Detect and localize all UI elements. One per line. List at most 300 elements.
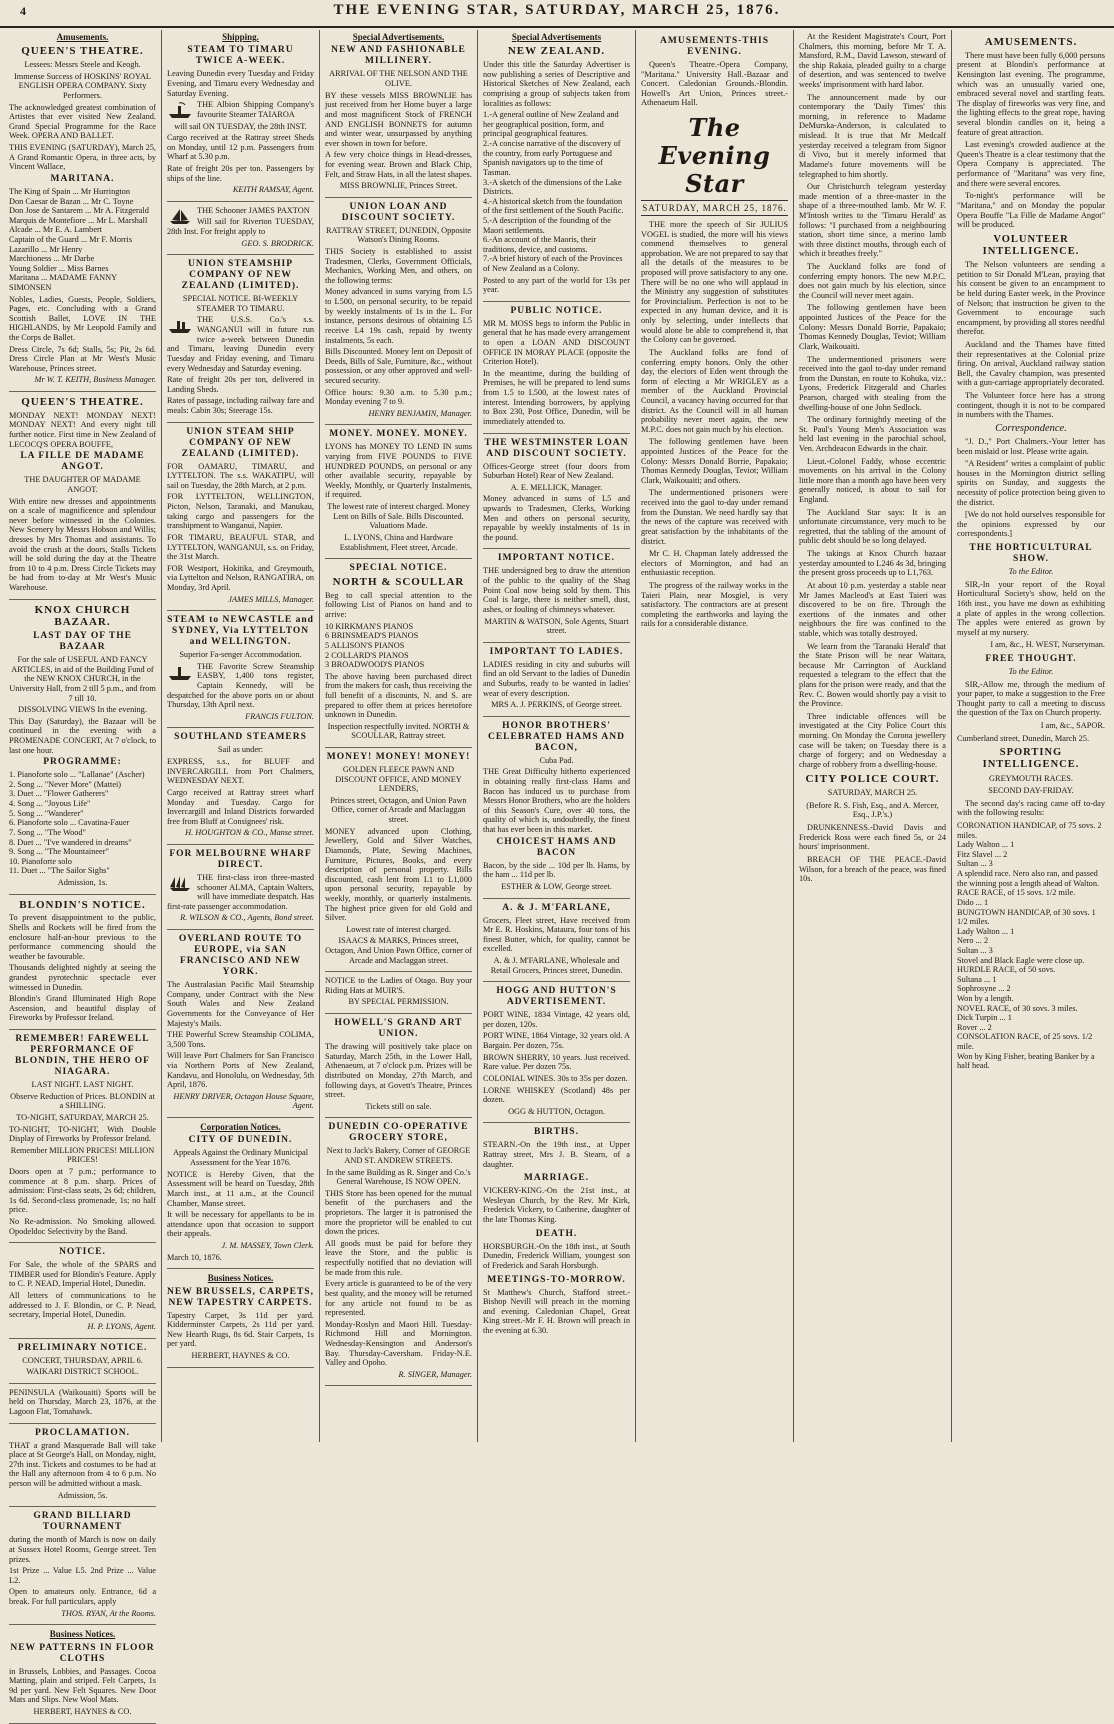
ad-title: UNION STEAM SHIP COMPANY OF NEW ZEALAND (LIMITED). — [181, 426, 300, 459]
ad-subtitle: GOLDEN FLEECE PAWN AND DISCOUNT OFFICE, AND MONEY LENDERS, — [335, 765, 462, 794]
peninsula-sports — [9, 1388, 156, 1424]
ad-title: REMEMBER! FAREWELL PERFORMANCE OF BLONDIN, THE HERO OF NIAGARA. — [15, 1034, 150, 1078]
hams-bacon-ad — [483, 721, 630, 899]
carpets-ad — [167, 1287, 314, 1368]
ad-text: RATTRAY STREET, DUNEDIN, Opposite Watson's Dining Rooms. — [325, 225, 472, 245]
ad-text: Monday-Roslyn and Maori Hill. Tuesday-Richmond Hill and Mornington. Wednesday-Kensington and Anderson's Bay. Thursday-Caversham. Friday-N.E. Valley and Opoho. — [325, 1319, 472, 1368]
ad-signature: A. E. MELLICK, Manager. — [510, 482, 603, 492]
ad-text: Bills Discounted. Money lent on Deposit of Deeds, Bills of Sale, Furniture, &c., without possession, or any other approved and well-secured security. — [325, 347, 472, 385]
ad-title: STEAM to NEWCASTLE and SYDNEY, Via LYTTELTON and WELLINGTON. — [167, 615, 314, 648]
police-court-heading: CITY POLICE COURT. — [805, 773, 940, 786]
preliminary-notice — [9, 1343, 156, 1384]
ad-title: QUEEN'S THEATRE. — [21, 396, 144, 409]
ad-title: MONEY. MONEY. MONEY. — [329, 429, 468, 440]
ad-signature: R. SINGER, Manager. — [398, 1369, 472, 1379]
ad-text: THE Favorite Screw Steamship EASBY, 1,400 tons register, Captain Kennedy, will be despatched for the above ports on or about Thursday, 13th April next. — [167, 661, 314, 710]
ad-title: KNOX CHURCH BAZAAR. — [34, 603, 131, 629]
ad-title: PUBLIC NOTICE. — [510, 305, 603, 316]
ad-text: Rates of passage, including railway fare and meals: Cabin 30s; Steerage 15s. — [167, 396, 314, 415]
editorial-paragraph: The progress of the railway works in the Taieri Plain, near Mosgiel, is very satisfactory. The contractors are at present completing the earthworks and laying the rails for a considerable distance. — [641, 580, 788, 629]
ad-text: Lowest rate of interest charged. — [346, 924, 451, 934]
ad-text: LORNE WHISKEY (Scotland) 48s per dozen. — [483, 1085, 630, 1105]
court-paragraph: BREACH OF THE PEACE.-David Wilson, for a breach of the peace, was fined 10s. — [799, 854, 946, 884]
ad-text: DISSOLVING VIEWS In the evening. — [18, 705, 147, 715]
ad-signature: HERBERT, HAYNES & CO. — [33, 1707, 132, 1717]
volunteer-paragraph: The Nelson volunteers are sending a petition to Sir Donald M'Lean, praying that his consent be given to an encampment to be held during Easter week, in the Province of Nelson; that instruction be given to the Government to encourage such encampment, by providing all stores needful therefor. — [957, 260, 1105, 337]
ad-text: Money advanced in sums varying from L5 to L500, on personal security, to be repaid by weekly instalments of 1s in the L. For instance, persons desirous of obtaining L5 receive L4 19s cash, repaid by twenty instalments, 5s each. — [325, 287, 472, 345]
ad-text: BROWN SHERRY, 10 years. Just received. Rare value. Per dozen 75s. — [483, 1052, 630, 1072]
cooperative-store-ad — [325, 1122, 472, 1386]
ad-text: BY SPECIAL PERMISSION. — [348, 997, 449, 1007]
race-result: Stovel and Black Eagle were close up. — [957, 955, 1085, 965]
ad-signature: Inspection respectfully invited. NORTH & SCOULLAR, Rattray street. — [327, 721, 470, 741]
ad-text: CONCERT, THURSDAY, APRIL 6. — [22, 1355, 143, 1365]
ad-title: FOR MELBOURNE WHARF DIRECT. — [169, 848, 312, 870]
piano-item: 2 COLLARD'S PIANOS — [325, 650, 409, 660]
letter-body: SIR,-Allow me, through the medium of your paper, to make a suggestion to the Free Thought party to call a meeting to discuss the question of the Tax on Church property. — [957, 679, 1105, 718]
ad-title: STEAM TO TIMARU TWICE A-WEEK. — [187, 45, 294, 67]
spars-notice — [9, 1247, 156, 1338]
ad-subtitle: Superior Fa-senger Accommodation. — [179, 650, 302, 660]
ad-signature: H. HOUGHTON & CO., Manse street. — [185, 828, 314, 838]
ad-text: Offices-George street (four doors from Suburban Hotel) Rear of New Zealand. — [483, 461, 630, 481]
steamship-icon — [167, 664, 193, 682]
ad-title: UNION LOAN AND DISCOUNT SOCIETY. — [341, 201, 456, 223]
ad-text: Rate of freight 20s per ton. Passengers by ships of the line. — [167, 163, 314, 183]
programme-item: 1. Pianoforte solo ... "Lallanae" (Ascher) — [9, 770, 145, 780]
race-result: NOVEL RACE, of 30 sovs. 3 miles. — [957, 1003, 1078, 1013]
birth-notice: STEARN.-On the 19th inst., at Upper Rattray street, Mrs J. B. Stearn, of a daughter. — [483, 1140, 630, 1169]
ad-text: Immense Success of HOSKINS' ROYAL ENGLISH OPERA COMPANY. Sixty Performers. — [14, 71, 151, 101]
editorial-paragraph: The following gentlemen have been appointed Justices of the Peace for the Colony: Messrs Donald Borrie, Papakaio; Thomas Kennedy Douglas, Teviot; William Clark, Waikouaiti; and others. — [641, 437, 788, 485]
ad-title: SOUTHLAND STEAMERS — [174, 732, 307, 743]
sketch-item: 3.-A sketch of the dimensions of the Lake Districts. — [483, 177, 622, 197]
ad-text: THE U.S.S. Co.'s s.s. WANGANUI will in future run twice a-week between Dunedin and Timaru, leaving Dunedin every Tuesday and Friday evening, and Timaru every Wednesday and Saturday evening. — [167, 315, 314, 373]
news-paragraph: Our Christchurch telegram yesterday made mention of a three-master in the shape of a three-mouthed lamb. Mr W. F. M'Intosh writes to the 'Timaru Herald' as follows: "I purchased from a neighbouring station, short time since, a merino lamb with three distinct mouths, through each of which it breathes freely." — [799, 182, 946, 259]
ad-text: Every article is guaranteed to be of the very best quality, and the money will be returned for any article not found to be as represented. — [325, 1279, 472, 1318]
section-business: Business Notices. — [207, 1273, 274, 1284]
masthead-title: THE EVENING STAR, SATURDAY, MARCH 25, 1876. — [333, 2, 781, 18]
race-result: Lady Walton ... 1 — [957, 840, 1015, 850]
timaru-steam-ad — [167, 45, 314, 201]
ad-text: THE undersigned beg to draw the attention of the public to the quality of the Shag Point Coal now being sold by them. This Coal is large, there is neither smell, dust, ashes, or fouling of chimneys whatever. — [483, 566, 630, 614]
ad-signature: JAMES MILLS, Manager. — [228, 594, 314, 604]
race-result: Won by King Fisher, beating Banker by a half head. — [957, 1051, 1095, 1071]
ad-title: NOTICE. — [59, 1247, 106, 1258]
ad-text: The lowest rate of interest charged. Money Lent on Bills of Sale. Bills Discounted. Valuations Made. — [327, 502, 470, 531]
ad-text: THE Great Difficulty hitherto experienced in obtaining really first-class Hams and Bacon has induced us to purchase from Messrs Honor Brothers, who are the holders of this Season's Cure, over 40 tons, the quality of which is, undoubtedly, the finest that has ever been in this market. — [483, 767, 630, 835]
letter-heading: THE HORTICULTURAL SHOW. — [969, 543, 1093, 565]
ad-text: MR M. MOSS begs to inform the Public in general that he has made every arrangement to open a LOAN AND DISCOUNT OFFICE IN MORAY PLACE (opposite the Criterion Hotel). — [483, 318, 630, 367]
sailing-ship-icon — [167, 875, 193, 893]
ad-signature: KEITH RAMSAY, Agent. — [232, 185, 314, 195]
amusements-heading: AMUSEMENTS-THIS EVENING. — [660, 36, 769, 58]
ad-text: LAST NIGHT. LAST NIGHT. — [31, 1080, 134, 1090]
ad-text: THE Albion Shipping Company's favourite Steamer TAIAROA — [197, 100, 314, 119]
court-paragraph: DRUNKENNESS.-David Davis and Frederick Ross were each fined 5s, or 24 hours' imprisonment. — [799, 823, 946, 852]
ad-title: SPECIAL NOTICE. — [349, 563, 448, 574]
programme-item: 9. Song ... "The Mountaineer" — [9, 847, 109, 857]
births-heading: BIRTHS. — [534, 1127, 579, 1138]
schooner-icon — [167, 208, 193, 226]
riding-hats-ad — [325, 976, 472, 1014]
ad-signature: GEO. S. BRODRICK. — [241, 238, 314, 248]
ad-text: BY these vessels MISS BROWNLIE has just received from her Home buyer a large and most magnificent Stock of FRENCH AND ENGLISH BONNETS for autumn and winter wear, unsurpassed by anything ever shown in town for before. — [325, 90, 472, 148]
column-2 — [162, 30, 320, 1442]
sketch-item: 2.-A concise narrative of the discovery of the country, from early Portuguese and Spanish navigators up to the time of Tasman. — [483, 139, 621, 177]
schooner-ad — [167, 206, 314, 255]
column-1 — [4, 30, 162, 1717]
ad-signature: L. LYONS, China and Hardware Establishment, Fleet street, Arcade. — [339, 532, 458, 552]
column-6 — [794, 30, 952, 1442]
ad-text: Bacon, by the side ... 10d per lb. Hams, by the ham ... 11d per lb. — [483, 860, 630, 880]
ad-signature: ISAACS & MARKS, Princes street, Octagon, And Union Pawn Office, corner of Arcade and Maclaggan street. — [325, 936, 472, 965]
ad-text: A few very choice things in Head-dresses, for evening wear. Brown and Black Chip, Felt, and Straw Hats, in all the latest shapes. — [325, 150, 472, 179]
ad-signature: Mr W. T. KEITH, Business Manager. — [34, 375, 156, 385]
ad-title: QUEEN'S THEATRE. — [21, 45, 144, 58]
ad-title: PRELIMINARY NOTICE. — [17, 1342, 148, 1353]
ad-text: It will be necessary for appellants to be in attendance upon that occasion to support their appeals. — [167, 1210, 314, 1239]
ad-title: A. & J. M'FARLANE, — [502, 902, 611, 913]
column-4 — [478, 30, 636, 1442]
ad-signature: A. & J. M'FARLANE, Wholesale and Retail Grocers, Princes street, Dunedin. — [490, 956, 623, 975]
page-number: 4 — [20, 4, 26, 18]
ad-text: MONDAY NEXT! MONDAY NEXT! MONDAY NEXT! And every night till further notice. First time in New Zealand of LECOCQ'S OPERA BOUFFE, — [9, 410, 156, 449]
ad-text: Admission, 5s. — [57, 1490, 108, 1500]
section-special: Special Advertisements — [511, 32, 602, 42]
race-result: CORONATION HANDICAP, of 75 sovs. 2 miles. — [957, 821, 1102, 840]
sketch-item: 4.-A historical sketch from the foundation of the first settlement of the South Pacific. — [483, 196, 624, 216]
volunteer-heading: VOLUNTEER INTELLIGENCE. — [982, 233, 1080, 257]
ad-subtitle: ARRIVAL OF THE NELSON AND THE OLIVE. — [329, 69, 468, 89]
ad-text: THE first-class iron three-masted schooner ALMA, Captain Walters, will have immediate despatch. Has first-rate passenger accommodation. — [167, 873, 314, 911]
race-result: Fitz Slavel ... 2 — [957, 849, 1008, 859]
ad-text: Admission, 1s. — [57, 877, 108, 887]
column-5 — [636, 30, 794, 1442]
sporting-intro: The second day's racing came off to-day with the following results: — [957, 798, 1105, 818]
nameplate: The Evening Star — [658, 113, 771, 198]
ad-text: Thousands delighted nightly at seeing the grandest pyrotechnic spectacle ever witnessed in Dunedin. — [9, 963, 156, 992]
public-notice-ad — [483, 306, 630, 434]
knox-bazaar-ad — [9, 604, 156, 895]
sporting-heading: SPORTING INTELLIGENCE. — [982, 747, 1080, 771]
news-paragraph: The Auckland Star says: It is an unfortunate circumstance, very much to be regretted, that the tabling of the amount of public debt should be so long delayed. — [799, 507, 946, 546]
meetings-heading: MEETINGS-TO-MORROW. — [487, 1274, 626, 1285]
ad-text: With entire new dresses and appointments on a scale of magnificence and splendour never before witnessed in the Colonies. New Scenery by Messrs Hobson and Willis; dresses by Mrs Thomas and assistants. To avoid the crush at the doors, Stalls Tickets will be sold during the day at the Theatre from 10 to 4 p.m. Dress Circle Tickets may be had from to-day at Mr West's Music Warehouse. — [9, 496, 156, 593]
piano-item: 6 BRINSMEAD'S PIANOS — [325, 631, 419, 641]
newcastle-steam-ad — [167, 615, 314, 728]
ad-text: Princes street, Octagon, and Union Pawn Office, corner of Arcade and Maclaggan street. — [330, 795, 467, 825]
correspondence-note: "J. D.," Port Chalmers.-Your letter has been mislaid or lost. Please write again. — [957, 436, 1105, 456]
floor-cloths-ad — [9, 1643, 156, 1724]
masthead-rule — [0, 26, 1114, 28]
ad-text: Beg to call special attention to the following List of Pianos on hand and to arrive: — [325, 590, 472, 620]
section-shipping: Shipping. — [222, 32, 259, 42]
race-result: A splendid race. Nero also ran, and passed the winning post a length ahead of Walton. — [957, 869, 1100, 888]
ad-title: CITY OF DUNEDIN. — [188, 1135, 293, 1146]
steamship-icon — [167, 317, 193, 335]
letter-body: SIR,-In your report of the Royal Horticultural Society's show, held on the 16th inst., you have me down as exhibiting a plate of apples in the wrong collection. The apples were entered as grown by myself at my nursery. — [957, 579, 1105, 637]
programme-item: 3. Duet ... "Flower Gatherers" — [9, 789, 109, 799]
ad-subtitle: CHOICEST HAMS AND BACON — [496, 836, 617, 858]
ad-signature: H. P. LYONS, Agent. — [87, 1321, 156, 1331]
queens-theatre-ad-2 — [9, 396, 156, 600]
letter-signature: I am, &c., H. WEST, Nurseryman. — [990, 640, 1105, 650]
ad-text: Cargo received at the Rattray street Sheds on Monday, until 12 p.m. Passengers from Wharf at 5.30 p.m. — [167, 133, 314, 162]
ad-text: THAT a grand Masquerade Ball will take place at St George's Hall, on Monday, night, 27th inst. Tickets and costumes to be had at the Hall any afternoon from 4 to 6 p.m. No person will be admitted without a mask. — [9, 1440, 156, 1489]
ad-signature: HENRY DRIVER, Octagon House Square, Agent. — [173, 1091, 314, 1111]
section-amusements: Amusements. — [56, 32, 109, 42]
race-result: BUNGTOWN HANDICAP, of 30 sovs. 1 1/2 miles. — [957, 907, 1096, 927]
editorial-paragraph: Mr C. H. Chapman lately addressed the electors of Mornington, and had an enthusiastic reception. — [641, 549, 788, 578]
race-result: Dick Turpin ... 1 — [957, 1013, 1012, 1023]
column-7 — [952, 30, 1110, 1442]
ad-text: Will sail for Riverton TUESDAY, 28th Inst. For freight apply to — [167, 217, 314, 236]
piano-item: 5 ALLISON'S PIANOS — [325, 640, 405, 650]
ad-title: NEW PATTERNS IN FLOOR CLOTHS — [10, 1642, 155, 1664]
ad-text: Lessees: Messrs Steele and Keogh. — [24, 60, 141, 70]
news-paragraph: Three indictable offences will be investigated at the City Police Court this morning. On Monday the Corona jewellery case will be taken; on Tuesday there is a charge of forgery; and on Wednesday a charge of robbery from a dwelling-house. — [799, 711, 946, 769]
ad-text: Will leave Port Chalmers for San Francisco via Northern Ports of New Zealand, Kandavu, and Honolulu, on Wednesday, 5th April, 1876. — [167, 1051, 314, 1090]
ad-text: Open to amateurs only. Entrance, 6d a break. For full particulars, apply — [9, 1587, 156, 1606]
news-paragraph: The takings at Knox Church bazaar yesterday amounted to L246 4s 3d, bringing the present gross proceeds up to L1,763. — [799, 549, 946, 578]
ad-text: Leaving Dunedin every Tuesday and Friday Evening, and Timaru every Wednesday and Saturday Evening. — [167, 69, 314, 98]
columns — [4, 30, 1110, 1717]
news-paragraph: At about 10 p.m. yesterday a stable near Mr James Macleod's at East Taieri was discovered to be on fire. Through the exertions of the inmates and other neighbours the fire was confined to the stable, which was totally destroyed. — [799, 580, 946, 638]
ad-text: PENINSULA (Waikouaiti) Sports will be held on Thursday, March 23, 1876, at the Lagoon Flat, Tomahawk. — [9, 1387, 156, 1416]
steamship-icon — [167, 102, 193, 120]
ad-text: NOTICE to the Ladies of Otago. Buy your Riding Hats at MUIR'S. — [325, 976, 472, 995]
ad-text: in Brussels, Lobbies, and Passages. Cocoa Matting, plain and striped. Felt Carpets, 1s 9d per yard. New Felt Squares. New Door Mats and Slips. New Wool Mats. — [9, 1666, 156, 1705]
news-paragraph: We learn from the 'Taranaki Herald' that the State Prison will be near Waitara, because Mr Carrington of Auckland requested a telegram to the effect that the plans for the prison were ready, and that the Rev. C. Bowen would shortly pay a visit to the Province. — [799, 641, 946, 709]
southland-steamers-ad — [167, 732, 314, 845]
cast-item: Don Caesar de Bazan ... Mr C. Toyne — [9, 196, 134, 206]
news-paragraph: The ordinary fortnightly meeting of the St. Paul's Young Men's Association was held last evening in the parochial school, Ven. Archdeacon Edwards in the chair. — [799, 415, 946, 453]
editorial-paragraph: THE more the speech of Sir JULIUS VOGEL is studied, the more will his views commend themselves to general approbation. We are not prepared to say that all the details of the measures to be proposed will prove satisfactory to any one. There will be no one who will applaud in the Ministry any suggestion of substitutes for Provincialism. Perfection is not to be expected in any human device, and it is only by selecting, under intellects that would alone be able to comprehend it, that the Colony can be governed. — [641, 220, 788, 345]
overland-route-ad — [167, 934, 314, 1118]
ad-text: WAIKARI DISTRICT SCHOOL. — [26, 1367, 139, 1377]
sketch-item: 7.-A brief history of each of the Provinces of New Zealand as a Colony. — [483, 254, 623, 273]
sketch-item: 6.-An account of the Maoris, their traditions, device, and customs. — [483, 235, 597, 254]
programme-list — [9, 770, 156, 876]
programme-item: 4. Song ... "Joyous Life" — [9, 799, 91, 809]
lyons-money-ad — [325, 429, 472, 559]
programme-item: 10. Pianoforte solo — [9, 856, 72, 866]
ad-text: FOR TIMARU, BEAUFUL STAR, and LYTTELTON, WANGANUI, s.s. on Friday, the 31st March. — [167, 532, 314, 562]
ad-title: IMPORTANT TO LADIES. — [489, 646, 624, 657]
ad-title: NEW AND FASHIONABLE MILLINERY. — [331, 45, 466, 67]
ad-title: DUNEDIN CO-OPERATIVE GROCERY STORE, — [328, 1122, 469, 1144]
amusements-heading: AMUSEMENTS. — [984, 36, 1078, 48]
cast-item: Marquis de Montefiore ... Mr L. Marshall — [9, 215, 148, 225]
ad-signature: HENRY BENJAMIN, Manager. — [368, 408, 472, 418]
ad-text: Blondin's Grand Illuminated High Rope Ascension, and beautiful display of Fireworks by Professor Ireland. — [9, 994, 156, 1023]
ad-text: Appeals Against the Ordinary Municipal Assessment for the Year 1876. — [172, 1148, 309, 1168]
ad-text: The above having been purchased direct from the makers for cash, thus receiving the full benefit of a discounts, N. and S. are prepared to offer them at prices heretofore unknown in Dunedin. — [325, 671, 472, 720]
ad-text: Rate of freight 20s per ton, delivered in Landing Sheds. — [167, 375, 314, 394]
ad-title: THE WESTMINSTER LOAN AND DISCOUNT SOCIETY. — [484, 437, 629, 459]
programme-item: 8. Duet ... "I've wandered in dreams" — [9, 837, 132, 847]
ad-signature: FRANCIS FULTON. — [245, 711, 314, 721]
meetings-notice: St Matthew's Church, Stafford street.-Bishop Nevill will preach in the morning and evening. Caledonian Chapel, Great King street.-Mr F. H. Brown will preach in the evening at 6.30. — [483, 1287, 630, 1335]
ad-text: All letters of communications to be addressed to J. F. Blondin, or C. P. Nead, secretary, Imperial Hotel, Dunedin. — [9, 1291, 156, 1320]
cast-item: Lazarillo ... Mr Henry — [9, 244, 83, 254]
programme-item: 5. Song ... "Wanderer" — [9, 808, 84, 818]
programme-item: 2. Song ... "Never More" (Mattei) — [9, 779, 122, 789]
ad-title: MONEY! MONEY! MONEY! — [326, 752, 471, 763]
ad-text: FOR OAMARU, TIMARU, and LYTTELTON. The s.s. WAKATIPU, will sail on Tuesday, the 28th March, at 2 p.m. — [167, 461, 314, 490]
ad-signature: ESTHER & LOW, George street. — [501, 881, 612, 891]
ad-title: GRAND BILLIARD TOURNAMENT — [33, 1511, 132, 1533]
ad-title: PROCLAMATION. — [35, 1427, 130, 1438]
race-result: RACE RACE, of 15 sovs. 1/2 mile. — [957, 888, 1076, 898]
ad-text: THE DAUGHTER OF MADAME ANGOT. — [24, 475, 141, 494]
sketch-item: 5.-A description of the founding of the Maori settlements. — [483, 215, 611, 235]
ad-title: OVERLAND ROUTE TO EUROPE, via SAN FRANCISCO AND NEW YORK. — [178, 934, 303, 978]
race-result: Sophrosyne ... 2 — [957, 984, 1011, 994]
ad-text: Under this title the Saturday Advertiser is now publishing a series of Descriptive and Historical Sketches of New Zealand, each comprising a group of subjects taken from localities as follows: — [483, 60, 630, 108]
union-steamship-ad — [167, 259, 314, 422]
section-business: Business Notices. — [49, 1629, 116, 1640]
billiard-ad — [9, 1511, 156, 1625]
race-result: Nero ... 2 — [957, 936, 989, 946]
ad-text: Money advanced in sums of L5 and upwards to Tradesmen, Clerks, Working Men and others on personal security, repayable by weekly instalments of 1s in the pound. — [483, 494, 630, 542]
ad-text: The Australasian Pacific Mail Steamship Company, under Contract with the New South Wales and New Zealand Governments for the Conveyance of Her Majesty's Mails. — [167, 980, 314, 1028]
correspondence-note: [We do not hold ourselves responsible for the opinions expressed by our correspondents.] — [957, 510, 1105, 539]
opera-title: LA FILLE DE MADAME ANGOT. — [20, 451, 145, 473]
ad-text: Remember MILLION PRICES! MILLION PRICES! — [10, 1145, 155, 1165]
sketch-item: 1.-A general outline of New Zealand and her geographical position, form, and principal geographical features. — [483, 110, 619, 139]
ad-text: 1st Prize ... Value L5. 2nd Prize ... Value L2. — [9, 1566, 156, 1585]
ad-subtitle: LAST DAY OF THE BAZAAR — [33, 631, 132, 653]
race-results — [957, 821, 1105, 1071]
cast-item: Maritana ... MADAME FANNY SIMONSEN — [9, 273, 117, 292]
proclamation-ad — [9, 1428, 156, 1508]
ad-text: THIS Society is established to assist Tradesmen, Clerks, Government Officials, Mechanics, Working Men, and others, on the following terms: — [325, 247, 472, 285]
ad-signature: MISS BROWNLIE, Princes Street. — [339, 181, 458, 191]
correspondence-heading: Correspondence. — [995, 422, 1067, 434]
blondin-notice — [9, 899, 156, 1030]
piano-item: 10 KIRKMAN'S PIANOS — [325, 621, 414, 631]
masthead — [0, 2, 1114, 26]
sporting-day: SECOND DAY-FRIDAY. — [988, 786, 1074, 796]
ad-text: LADIES residing in city and suburbs will find an old Servant to the ladies of Dunedin and Suburbs, ready to be wanted in ladies' wear of every description. — [483, 659, 630, 698]
letter-salutation: To the Editor. — [1008, 667, 1054, 676]
police-court-date: SATURDAY, MARCH 25. — [827, 788, 918, 798]
dateline: SATURDAY, MARCH 25, 1876. — [641, 200, 788, 216]
race-result: Won by a length. — [957, 994, 1014, 1004]
ad-text: NOTICE is Hereby Given, that the Assessment will be heard on Tuesday, 28th March inst., at 11 a.m., at the Council Chamber, Manse street. — [167, 1169, 314, 1208]
ad-subtitle: Sail as under: — [217, 745, 264, 755]
howell-art-union-ad — [325, 1018, 472, 1118]
shag-point-coal-ad — [483, 553, 630, 642]
news-paragraph: Lieut.-Colonel Faddy, whose eccentric movements on his arrival in the Colony little more than a month ago have been very generally noticed, is about to sail for England. — [799, 456, 946, 505]
programme-title: PROGRAMME: — [43, 757, 122, 768]
news-paragraph: The Auckland folks are fond of conferring empty honors. The new M.P.C. does not gain much by his election, since the Council will never meet again. — [799, 262, 946, 300]
section-corporation: Corporation Notices. — [200, 1122, 281, 1133]
ad-text: MONEY advanced upon Clothing, Jewellery, Gold and Silver Watches, Diamonds, Plate, Sewing Machines, Furniture, Pictures, Books, and every description of personal property. Bills discounted, cash lent from L1 to L1,000 upon personal security, repayable by weekly, monthly, or quarterly instalments. The highest price given for old Gold and Silver. — [325, 826, 472, 923]
ladies-ad — [483, 647, 630, 717]
editorial-paragraph: The Auckland folks are fond of conferring empty honors. Only the other day, the electors of Eden went through the form of electing a Mr WRIGLEY as a member of the Auckland Provincial Council, a vacancy having occurred for that district. As the Council will in all human probability never meet again, the new M.P.C. does not gain much by his election. — [641, 347, 788, 434]
ad-text: Tapestry Carpet, 3s 11d per yard. Kidderminster Carpets, 2s 11d per yard. New Hearth Rugs, 8s 6d. Stair Carpets, 1s per yard. — [167, 1310, 314, 1349]
ad-text: FOR Westport, Hokitika, and Greymouth, via Lyttelton and Nelson, RANGATIRA, on Monday, 3rd April. — [167, 563, 314, 592]
sporting-subheading: GREYMOUTH RACES. — [989, 773, 1073, 783]
ad-title: IMPORTANT NOTICE. — [497, 553, 616, 564]
pianos-ad — [325, 563, 472, 748]
ad-text: The drawing will positively take place on Saturday, March 25th, in the Lower Hall, Athenaeum, at 7 o'clock p.m. Prizes will be distributed on Monday, 27th March, and following days, at Govett's Theatre, Princes street. — [325, 1042, 472, 1100]
correspondence-note: "A Resident" writes a complaint of public houses in the Mornington district selling spirits on Sunday, and suggests the necessity of police protection being given to the district. — [957, 459, 1105, 507]
cast-item: The King of Spain ... Mr Hurrington — [9, 186, 130, 196]
ad-text: COLONIAL WINES. 30s to 35s per dozen. — [483, 1073, 628, 1083]
ad-subtitle: SPECIAL NOTICE. BI-WEEKLY STEAMER TO TIMARU. — [182, 294, 299, 313]
piano-item: 3 BROADWOOD'S PIANOS — [325, 660, 425, 670]
race-result: Rover ... 2 — [957, 1022, 992, 1032]
ad-signature: MRS A. J. PERKINS, of George street. — [491, 700, 622, 710]
ad-text: No Re-admission. No Smoking allowed. Opodeldoc Selectivity by the Band. — [9, 1217, 156, 1236]
letter-signature: I am, &c., SAPOR. — [1040, 721, 1105, 731]
ad-text: Office hours: 9.30 a.m. to 5.30 p.m.; Monday evening 7 to 9. — [325, 387, 472, 407]
ad-title: NEW ZEALAND. — [507, 45, 606, 58]
ad-text: The acknowledged greatest combination of Artistes that ever visited New Zealand. Grand Special Programme for the Race Week. OPERA AND BALLET. — [9, 102, 156, 141]
mfarlane-ad — [483, 903, 630, 983]
police-court-bench: (Before R. S. Fish, Esq., and A. Mercer, Esq., J.P.'s.) — [806, 800, 939, 820]
news-paragraph: The following gentlemen have been appointed Justices of the Peace for the Colony: Messrs Donald Borrie, Papakaio; Thomas Kennedy Douglas, Teviot; William Clark, Waikouaiti. — [799, 303, 946, 351]
amusements-list: Queen's Theatre.-Opera Company, "Maritana." University Hall.-Bazaar and Concert. Caledonian Grounds.-Blondin. Howell's Art Union, Princes street.-Athenaeum Hall. — [641, 60, 788, 108]
race-result: Sultana ... 1 — [957, 974, 997, 984]
ad-title: HOWELL'S GRAND ART UNION. — [334, 1018, 463, 1040]
cast-item: Alcade ... Mr E. A. Lambert — [9, 225, 103, 235]
ad-text: In the meantime, during the building of Premises, he will be prepared to lend sums from 1.5 to L500, at the lowest rates of interest. Intending borrowers, by applying to Box 230, Post Office, Dunedin, will be immediately attended to. — [483, 368, 630, 426]
blondin-farewell — [9, 1034, 156, 1243]
ad-text: To prevent disappointment to the public, Shells and Rockets will be fired from the enclosure half-an-hour previous to the performance commencing should the weather be favourable. — [9, 913, 156, 961]
ad-title: UNION STEAMSHIP COMPANY OF NEW ZEALAND (LIMITED). — [181, 259, 300, 292]
ad-text: Nobles, Ladies, Guests, People, Soldiers, Pages, etc. Concluding with a Grand Scottish Ballet, LOVE IN THE HIGHLANDS, by Mr Leopold Family and the Corps de Ballet. — [9, 294, 156, 343]
city-dunedin-notice — [167, 1135, 314, 1269]
ad-signature: MARTIN & WATSON, Sole Agents, Stuart street. — [484, 616, 629, 636]
ad-text: For Sale, the whole of the SPARS and TIMBER used for Blondin's Feature. Apply to C. P. NEAD, Imperial Hotel, Dunedin. — [9, 1260, 156, 1289]
race-result: Sultan ... 3 — [957, 859, 993, 869]
race-result: Dido ... 1 — [957, 897, 989, 907]
race-result: HURDLE RACE, of 50 sovs. — [957, 965, 1056, 975]
ad-text: LYONS has MONEY TO LEND IN sums varying from FIVE POUNDS to FIVE HUNDRED POUNDS, on personal or any other available security, repayable by Weekly, Monthly, or Quarterly Instalments, if required. — [325, 442, 472, 500]
ad-text: THE Schooner JAMES PAXTON — [197, 205, 310, 215]
programme-item: 11. Duet ... "The Sailor Sighs" — [9, 866, 110, 876]
letter-date: Cumberland street, Dunedin, March 25. — [957, 733, 1090, 743]
union-steamship-ad-2 — [167, 427, 314, 612]
ad-text: THE Powerful Screw Steamship COLIMA, 3,500 Tons. — [167, 1030, 314, 1049]
ad-text: will sail ON TUESDAY, the 28th INST. — [174, 121, 307, 131]
death-heading: DEATH. — [535, 1228, 578, 1239]
cast-item: Captain of the Guard ... Mr F. Morris — [9, 234, 133, 244]
amusements-paragraph: Last evening's crowded audience at the Queen's Theatre is a clear testimony that the Opera Company is appreciated. The performance of "Maritana" was very fine, and there were several encores. — [957, 140, 1105, 188]
ad-text: Observe Reduction of Prices. BLONDIN at a SHILLING. — [10, 1091, 155, 1111]
ad-title: NEW BRUSSELS, CARPETS, NEW TAPESTRY CARPETS. — [167, 1286, 314, 1308]
ad-text: EXPRESS, s.s., for BLUFF and INVERCARGILL from Port Chalmers, WEDNESDAY NEXT. — [167, 757, 314, 786]
ad-title: HOGG AND HUTTON'S ADVERTISEMENT. — [496, 986, 617, 1008]
ad-text: TO-NIGHT, SATURDAY, MARCH 25. — [16, 1112, 149, 1122]
ad-signature: OGG & HUTTON, Octagon. — [508, 1106, 605, 1116]
cast-item: Young Soldier ... Miss Barnes — [9, 263, 109, 273]
cast-list — [9, 187, 156, 293]
new-zealand-series-ad — [483, 45, 630, 301]
marriage-notice: VICKERY-KING.-On the 21st inst., at Wesleyan Church, by the Rev. Mr Kirk, Frederick Vickery, to Catherine, daughter of the late Thomas King. — [483, 1186, 630, 1225]
ad-text: Grocers, Fleet street, Have received from Mr E. R. Hoskins, Mataura, four tons of his finest Butter, which, for quality, cannot be excelled. — [483, 915, 630, 954]
section-special: Special Advertisements. — [352, 32, 445, 42]
ad-title: BLONDIN'S NOTICE. — [19, 898, 146, 911]
ad-text: Dress Circle, 7s 6d; Stalls, 5s; Pit, 2s 6d. Dress Circle Plan at Mr West's Music Warehouse, Princes street. — [9, 344, 156, 373]
race-result: Lady Walton ... 1 — [957, 926, 1015, 936]
editorial-paragraph: The undermentioned prisoners were received into the gaol to-day under remand from the Dunstan. We need hardly say that the news of the capture was received with great satisfaction by the inhabitants of the district. — [641, 488, 788, 546]
